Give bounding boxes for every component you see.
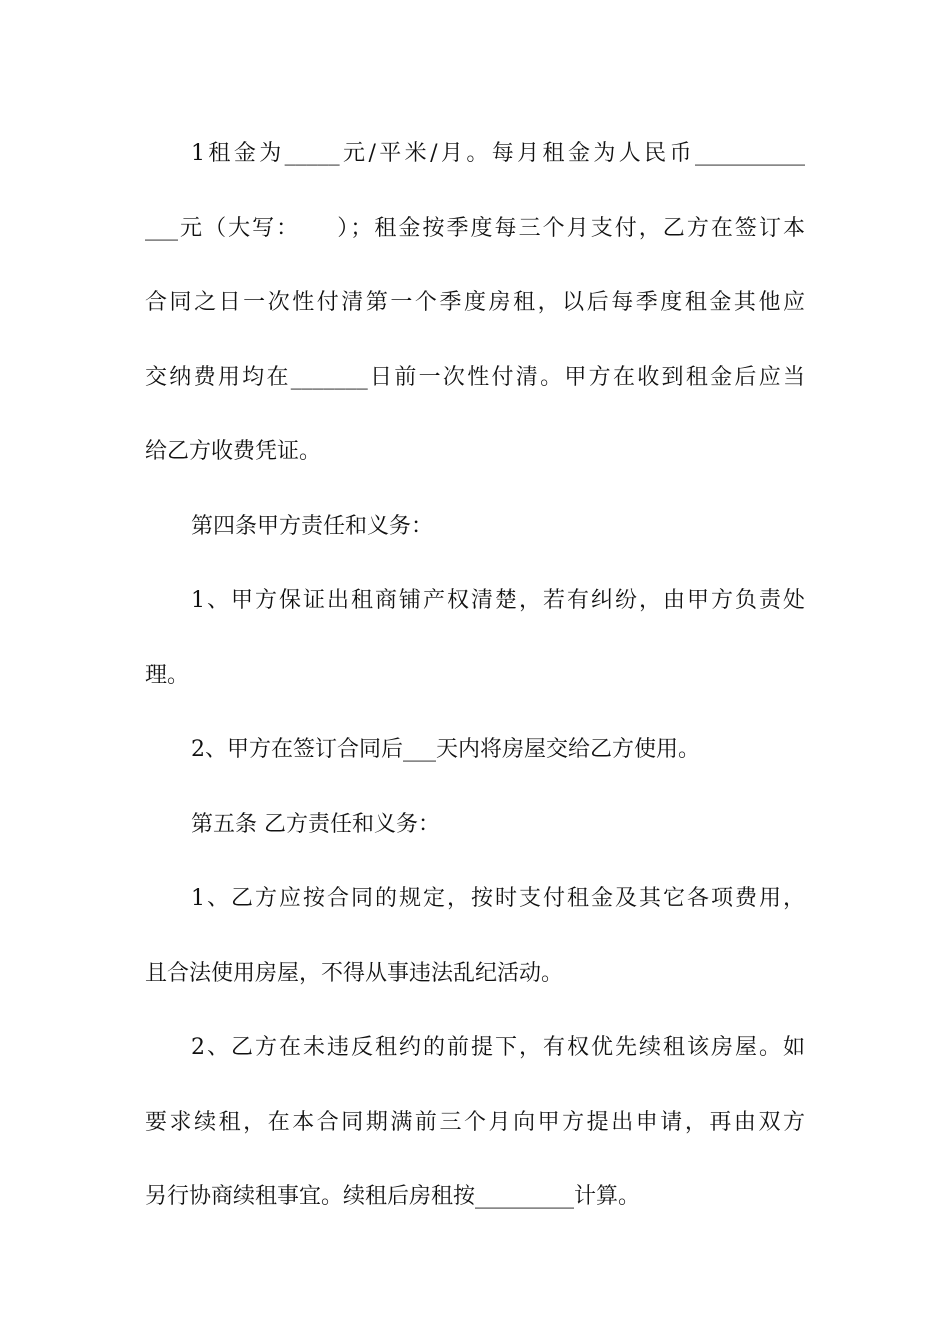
text-line: 且合法使用房屋，不得从事违法乱纪活动。 xyxy=(145,960,564,986)
section-heading: 第四条甲方责任和义务： xyxy=(191,513,434,539)
text-line: 另行协商续租事宜。续租后房租按_________计算。 xyxy=(145,1184,641,1209)
text-line: 给乙方收费凭证。 xyxy=(145,439,322,464)
text-line: 2、甲方在签订合同后___天内将房屋交给乙方使用。 xyxy=(191,737,700,762)
section-heading: 第五条 乙方责任和义务： xyxy=(191,811,440,837)
text-line: 交纳费用均在_______日前一次性付清。甲方在收到租金后应当 xyxy=(145,364,805,390)
text-line: 1租金为_____元/平米/月。每月租金为人民币__________ xyxy=(191,141,805,166)
text-line: ___元（大写： ）；租金按季度每三个月支付，乙方在签订本 xyxy=(145,215,805,241)
text-line: 合同之日一次性付清第一个季度房租，以后每季度租金其他应 xyxy=(145,290,805,315)
document-body xyxy=(145,122,805,1240)
text-line: 1、甲方保证出租商铺产权清楚，若有纠纷，由甲方负责处 xyxy=(191,588,805,613)
text-line: 2、乙方在未违反租约的前提下，有权优先续租该房屋。如 xyxy=(191,1035,805,1060)
text-line: 理。 xyxy=(145,662,190,688)
text-line: 1、乙方应按合同的规定，按时支付租金及其它各项费用， xyxy=(191,886,805,911)
text-line: 要求续租，在本合同期满前三个月向甲方提出申请，再由双方 xyxy=(145,1109,805,1135)
